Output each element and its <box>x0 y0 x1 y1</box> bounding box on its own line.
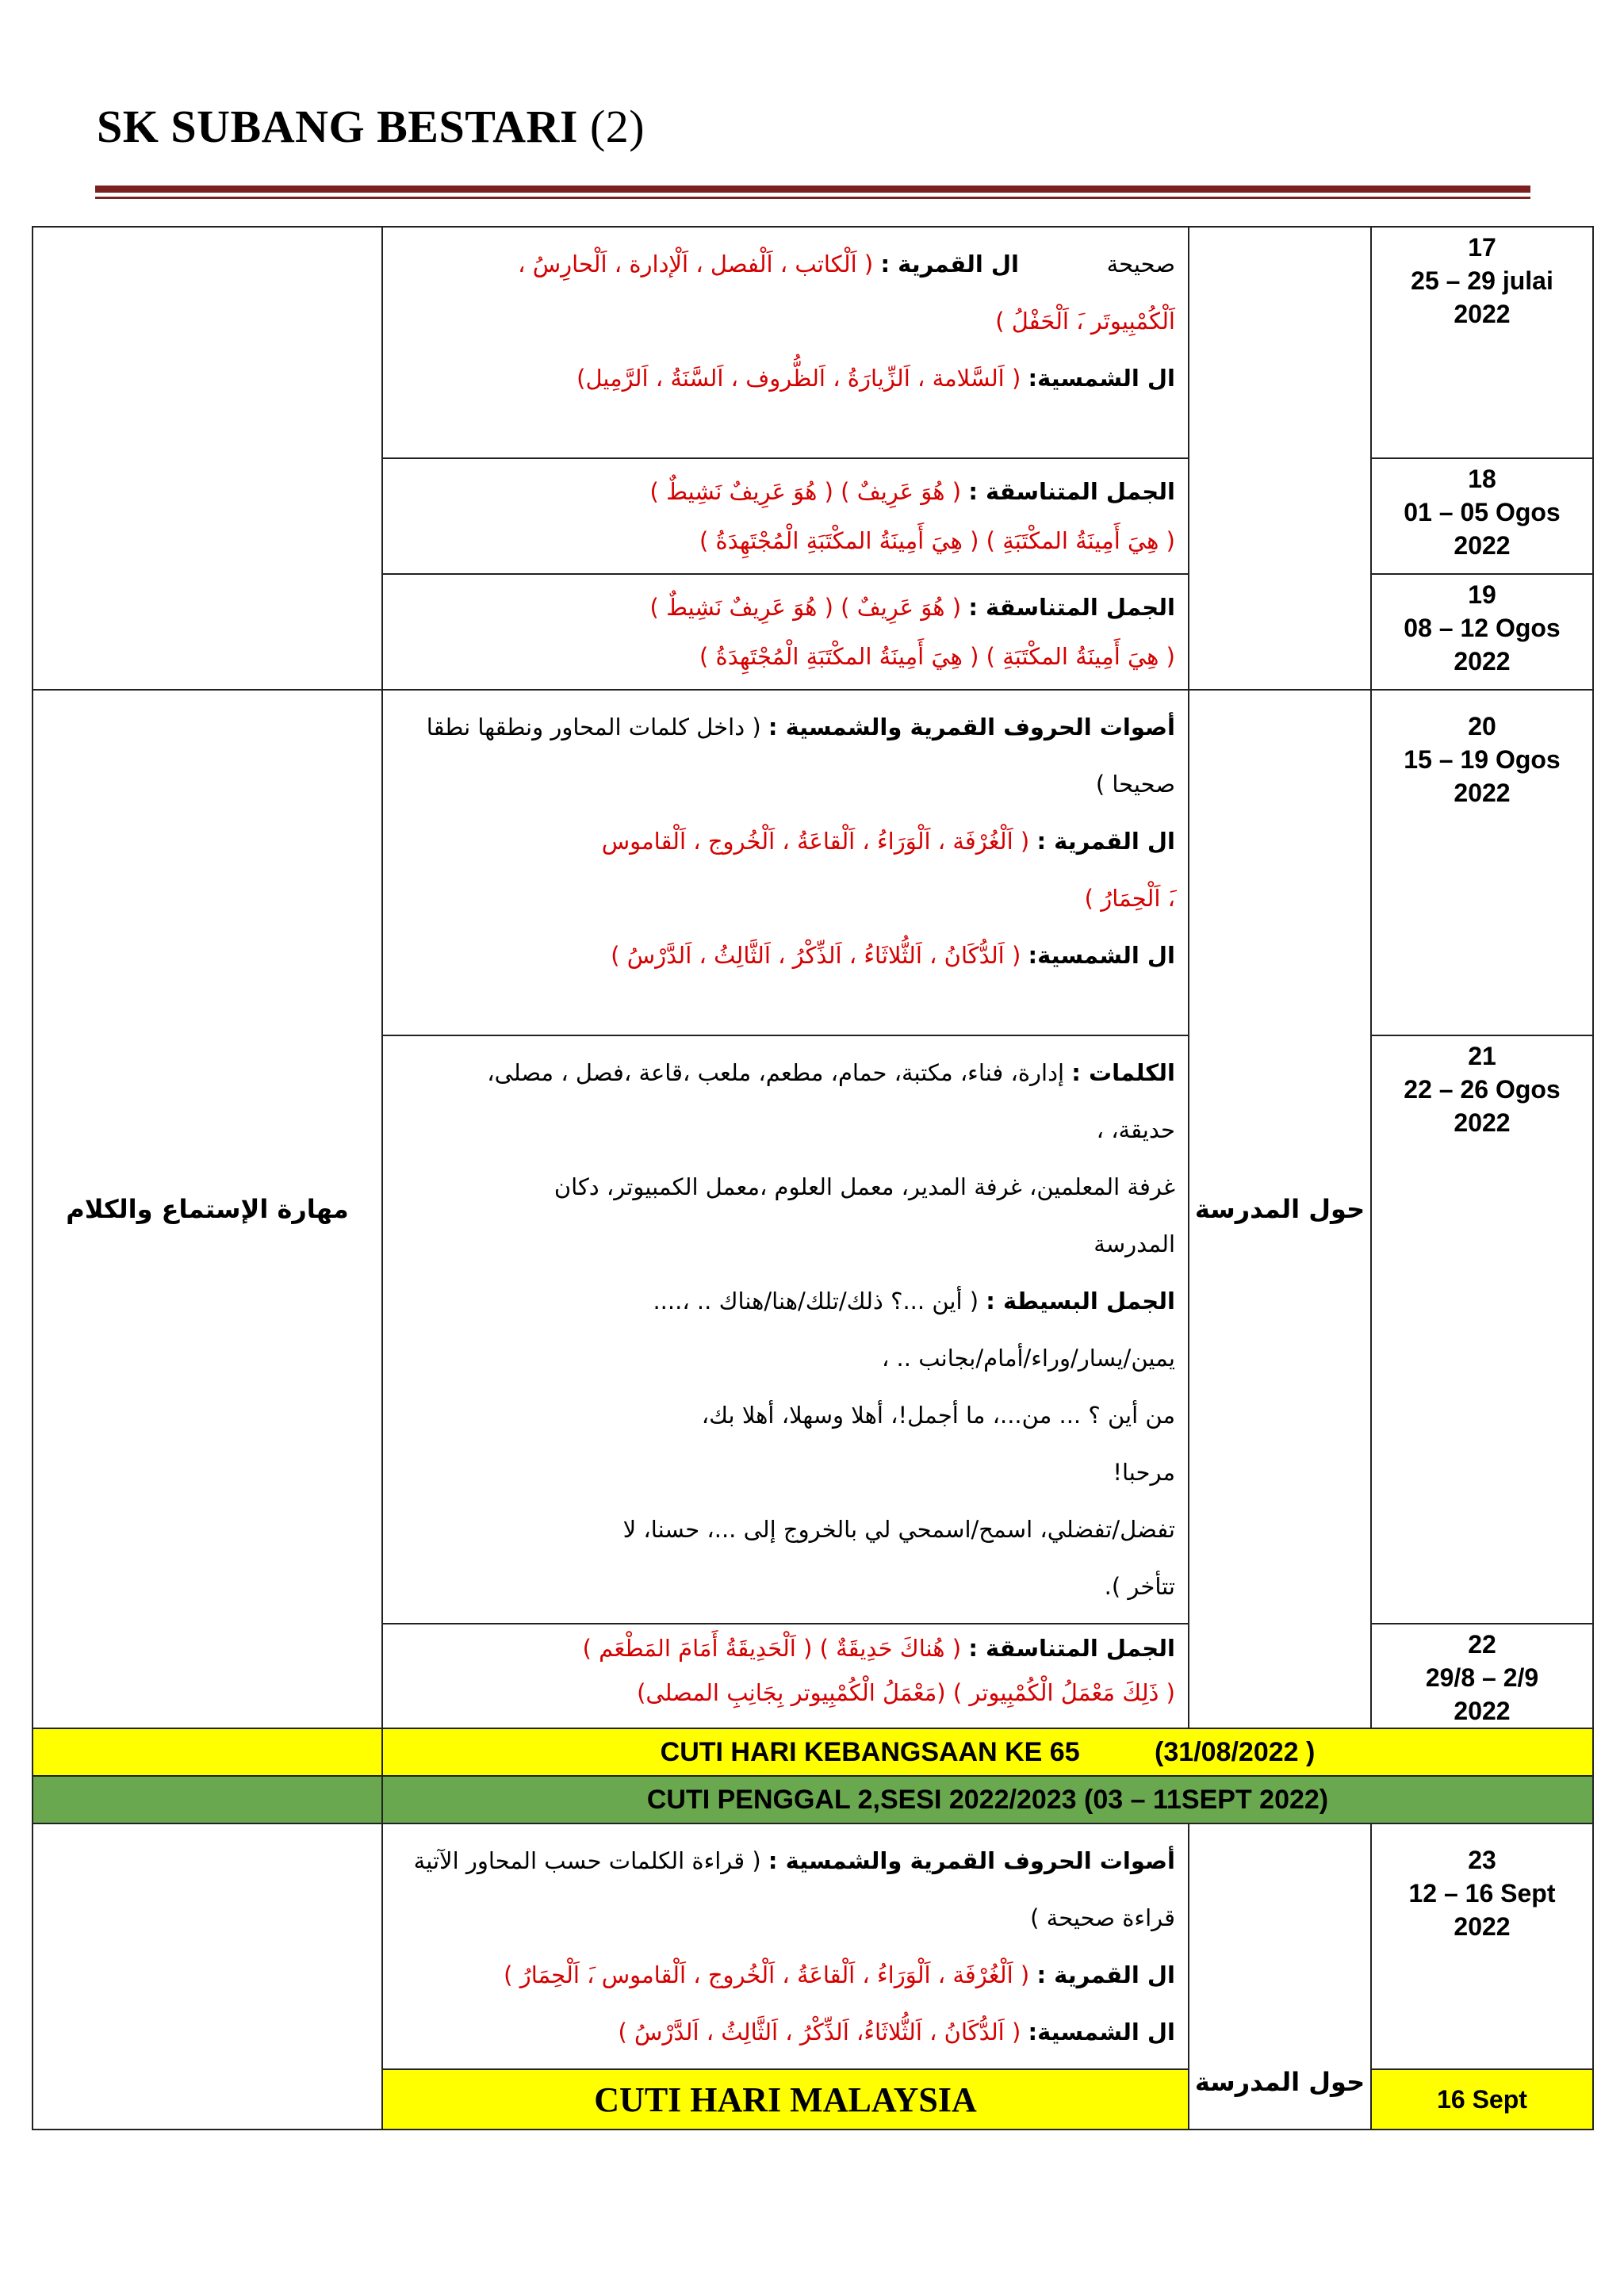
lesson-plan-table <box>32 226 1594 2130</box>
week-cell: 20 15 – 19 Ogos 2022 <box>1371 690 1593 1035</box>
content-cell: الكلمات : إدارة، فناء، مكتبة، حمام، مطعم، ملعب ،قاعة ،فصل ، مصلى، حديقة، ، غرفة المعلمين، غرفة المدير، معمل العلوم ،معمل الكمبيوتر، دكان المدرسة الجمل البسيطة : ( أين ...؟ ذلك/تلك/هنا/هناك .. ،.... يمين/يسار/وراء/أمام/بجانب .. ، من أين ؟ ... من...، ما أجمل!، أهلا وسهلا، أهلا بك، مرحبا! تفضل/تفضلي، اسمح/اسمحي لي بالخروج إلى ...، حسنا، لا تتأخر ). <box>382 1035 1189 1624</box>
skill-cell <box>33 227 382 690</box>
header-rule <box>95 186 1530 193</box>
holiday-banner: CUTI HARI MALAYSIA <box>382 2069 1189 2130</box>
week-cell: 23 12 – 16 Sept 2022 <box>1371 1823 1593 2069</box>
title-main: SK SUBANG BESTARI <box>97 101 590 152</box>
skill-cell <box>33 1823 382 2130</box>
content-cell: أصوات الحروف القمرية والشمسية : ( قراءة الكلمات حسب المحاور الآتية قراءة صحيحة ) ال القمرية : ( اَلْغُرْفَة ، اَلْوَرَاءُ ، اَلْقاعَةُ ، اَلْخُروج ، اَلْقاموس ،َ اَلْحِمَارُ ) ال الشمسية: ( اَلدُّكَانُ ، اَلثُّلاثَاءُ، اَلذِّكْرُ ، اَلثَّالِثُ ، اَلدَّرْسُ ) <box>382 1823 1189 2069</box>
week-row-17 <box>33 227 1593 458</box>
theme-cell <box>1189 227 1371 690</box>
header-rule-thin <box>95 197 1530 199</box>
content-cell: الجمل المتناسقة : ( هُناكَ حَدِيقَةٌ ) ( اَلْحَدِيقَةُ أَمَامَ المَطْعَم ) ( ذَلِكَ مَعْمَلُ الْكُمْبِيوتر ) (مَعْمَلُ الْكُمْبِيوتر بِجَانِبِ المصلى) <box>382 1624 1189 1728</box>
theme-cell: حول المدرسة <box>1189 690 1371 1728</box>
holiday-banner: CUTI PENGGAL 2,SESI 2022/2023 (03 – 11SEPT 2022) <box>382 1776 1593 1823</box>
week-row-23 <box>33 1823 1593 2069</box>
page-title <box>97 100 645 153</box>
holiday-banner: CUTI HARI KEBANGSAAN KE 65 (31/08/2022 ) <box>382 1728 1593 1776</box>
theme-cell: حول المدرسة <box>1189 1823 1371 2130</box>
content-cell: الجمل المتناسقة : ( هُوَ عَرِيفٌ ) ( هُوَ عَرِيفٌ نَشِيطٌ ) ( هِيَ أَمِينَةُ المكْتَبَةِ ) ( هِيَ أَمِينَةُ المكْتَبَةِ الْمُجْتَهِدَةُ ) <box>382 574 1189 690</box>
week-cell: 18 01 – 05 Ogos 2022 <box>1371 458 1593 574</box>
content-cell: صحيحة ال القمرية : ( اَلْكاتب ، اَلْفصل ، اَلْإدارة ، اَلْحارِسُ ، اَلْكُمْبِيوتَر ،َ اَلْحَفْلُ ) ال الشمسية: ( اَلسَّلامة ، اَلزِّيارَةُ ، اَلظُّروف ، اَلسَّنَةُ ، اَلرَّمِيل) <box>382 227 1189 458</box>
week-cell: 17 25 – 29 julai 2022 <box>1371 227 1593 458</box>
week-cell: 21 22 – 26 Ogos 2022 <box>1371 1035 1593 1624</box>
content-cell: الجمل المتناسقة : ( هُوَ عَرِيفٌ ) ( هُوَ عَرِيفٌ نَشِيطٌ ) ( هِيَ أَمِينَةُ المكْتَبَةِ ) ( هِيَ أَمِينَةُ المكْتَبَةِ الْمُجْتَهِدَةُ ) <box>382 458 1189 574</box>
week-cell: 22 29/8 – 2/9 2022 <box>1371 1624 1593 1728</box>
week-row-20 <box>33 690 1593 1035</box>
skill-cell: مهارة الإستماع والكلام <box>33 690 382 1728</box>
holiday-row-penggal <box>33 1776 1593 1823</box>
title-paren: (2) <box>589 101 645 152</box>
week-cell: 19 08 – 12 Ogos 2022 <box>1371 574 1593 690</box>
holiday-date: 16 Sept <box>1371 2069 1593 2130</box>
content-cell: أصوات الحروف القمرية والشمسية : ( داخل كلمات المحاور ونطقها نطقا صحيحا ) ال القمرية : ( اَلْغُرْفَة ، اَلْوَرَاءُ ، اَلْقاعَةُ ، اَلْخُروج ، اَلْقاموس ،َ اَلْحِمَارُ ) ال الشمسية: ( اَلدُّكَانُ ، اَلثُّلاثَاءُ ، اَلذِّكْرُ ، اَلثَّالِثُ ، اَلدَّرْسُ ) <box>382 690 1189 1035</box>
holiday-row-kebangsaan <box>33 1728 1593 1776</box>
